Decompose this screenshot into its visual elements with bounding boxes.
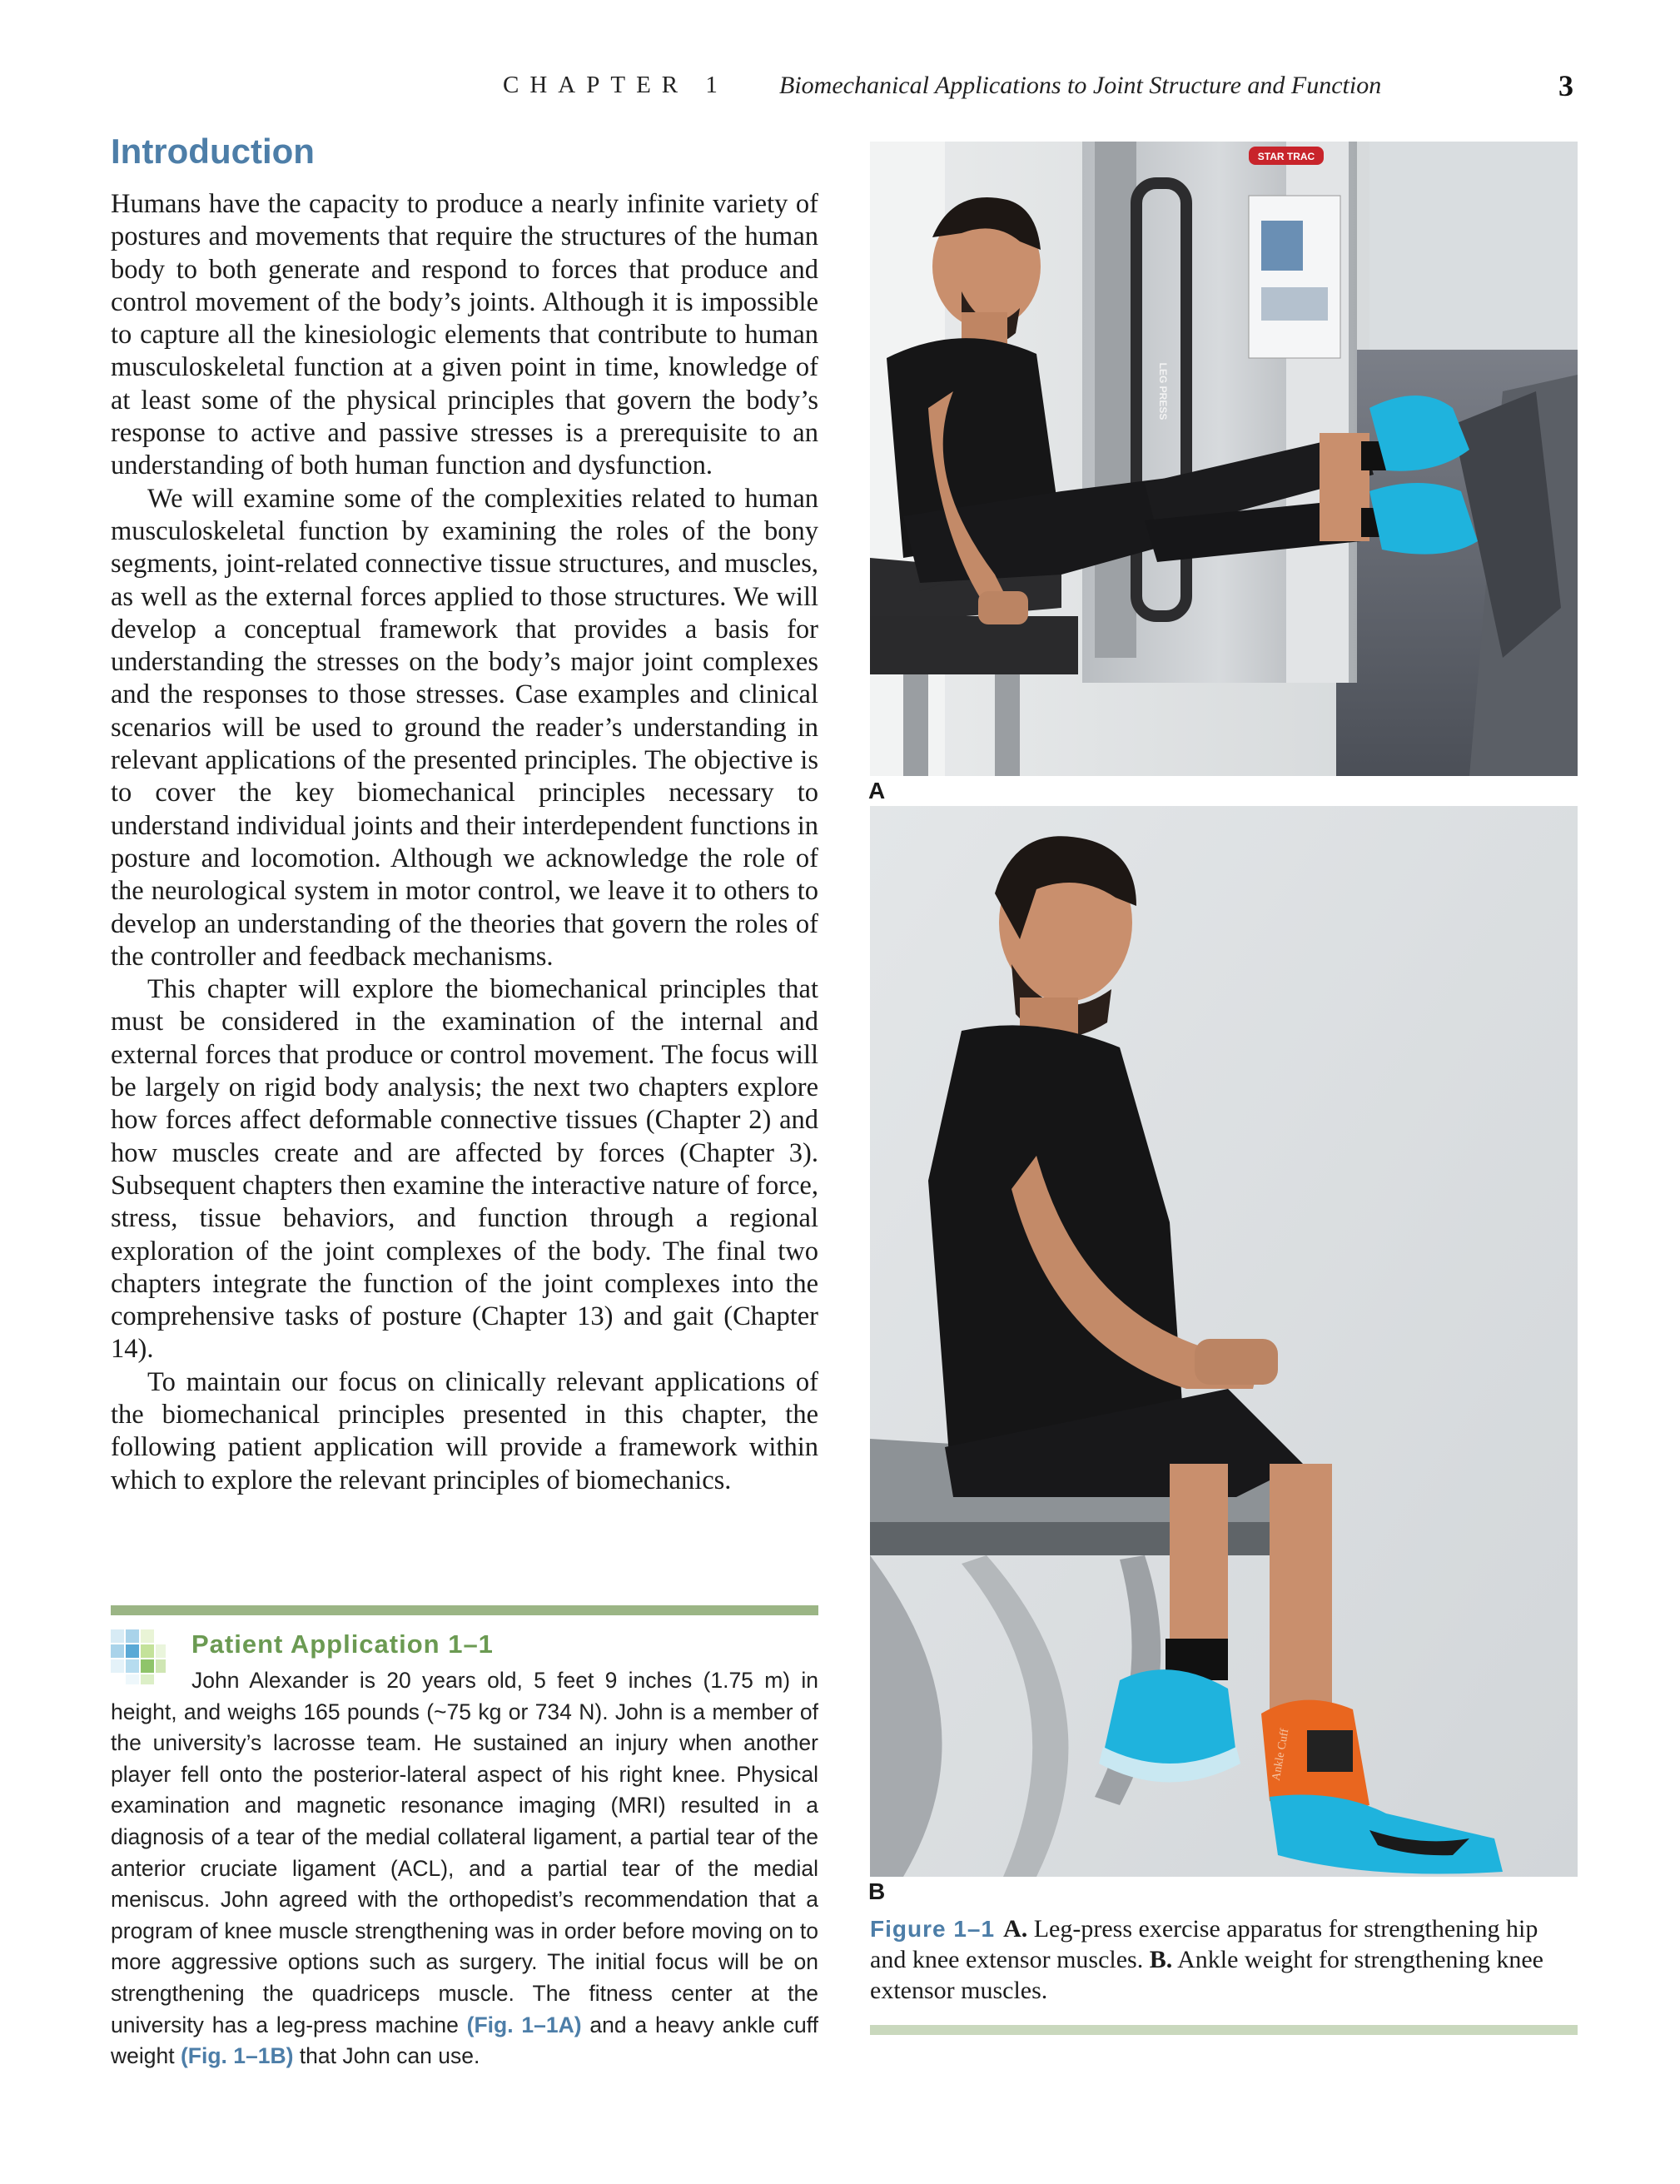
figure-caption-text <box>870 1913 1578 2006</box>
caption-figure-label: Figure 1–1 <box>870 1916 996 1942</box>
figure-ref-1a[interactable]: (Fig. 1–1A) <box>466 2012 582 2037</box>
photo-ankle-weight <box>870 806 1578 1877</box>
caption-a-text: Leg-press exercise apparatus for strengthening hip and knee extensor muscles. <box>870 1915 1538 1973</box>
patient-text-1: John Alexander is 20 years old, 5 feet 9 inches (1.75 m) in height, and weighs 165 pounds (~75 kg or 734 N). John is a member of the university’s lacrosse team. He sustained an injury when another player fell onto the posterior-lateral aspect of his right knee. Physical examination and magnetic resonance imaging (MRI) resulted in a diagnosis of a tear of the medial collateral ligament, a partial tear of the anterior cruciate ligament (ACL), and a partial tear of the medial meniscus. John agreed with the orthopedist’s recommendation that a program of knee muscle strengthening was in order before moving on to more aggressive options such as surgery. The initial focus will be on strengthening the quadriceps muscle. The fitness center at the university has a leg-press machine <box>111 1668 818 2037</box>
caption-b-text: Ankle weight for strengthening knee extensor muscles. <box>870 1946 1543 2004</box>
figure-ref-1b[interactable]: (Fig. 1–1B) <box>180 2043 294 2069</box>
machine-label-text: LEG PRESS <box>1157 362 1169 420</box>
patient-application-title: Patient Application 1–1 <box>191 1629 494 1659</box>
figure-label-a: A <box>868 778 886 803</box>
cuff-label-text: Ankle Cuff <box>1270 1728 1292 1782</box>
patient-text-3: that John can use. <box>293 2043 480 2069</box>
caption-b-label: B. <box>1149 1946 1173 1973</box>
patient-application-rule <box>111 1605 818 1615</box>
machine-brand-badge <box>1249 147 1324 165</box>
patient-text-2: and a heavy ankle cuff weight <box>111 2012 818 2069</box>
figure-caption <box>870 1913 1578 2006</box>
chapter-label: CHAPTER 1 <box>503 72 728 98</box>
intro-paragraph-4: To maintain our focus on clinically relevant applications of the biomechanical principles presented in this chapter, the following patient application will provide a framework within which to explore the relevant principles of biomechanics. <box>111 1366 818 1495</box>
page-number: 3 <box>1558 69 1573 102</box>
intro-paragraph-2: We will examine some of the complexities related to human musculoskeletal function by examining the roles of the bony segments, joint-related connective tissue structures, and muscles, as well as the external forces applied to those structures. We will develop a conceptual framework that provides a basis for understanding the stresses on the body’s major joint complexes and the responses to those stresses. Case examples and clinical scenarios will be used to ground the reader’s understanding in relevant applications of the presented principles. The objective is to cover the key biomechanical principles necessary to understand individual joints and their interdependent functions in posture and locomotion. Although we acknowledge the role of the neurological system in motor control, we leave it to others to develop an understanding of the theories that govern the roles of the controller and feedback mechanisms. <box>111 483 818 972</box>
caption-a-label: A. <box>1003 1915 1028 1943</box>
introduction-heading: Introduction <box>111 132 315 171</box>
patient-application-paragraph <box>111 1665 818 2072</box>
caption-rule <box>870 2025 1578 2035</box>
introduction-body <box>111 188 818 1497</box>
machine-brand-text: STAR TRAC <box>1257 151 1315 162</box>
chapter-title: Biomechanical Applications to Joint Structure and Function <box>779 72 1382 99</box>
intro-paragraph-3: This chapter will explore the biomechanical principles that must be considered in the examination of the internal and external forces that produce or control movement. The focus will be largely on rigid body analysis; the next two chapters explore how forces affect deformable connective tissues (Chapter 2) and how muscles create and are affected by forces (Chapter 3). Subsequent chapters then examine the interactive nature of force, stress, tissue behaviors, and function through a regional exploration of the joint complexes of the body. The final two chapters integrate the function of the joint complexes into the comprehensive tasks of posture (Chapter 13) and gait (Chapter 14). <box>111 974 818 1365</box>
figure-label-b: B <box>868 1878 886 1904</box>
patient-application-body <box>111 1665 818 2072</box>
running-header <box>0 69 1680 113</box>
photo-leg-press <box>870 142 1578 776</box>
intro-paragraph-1: Humans have the capacity to produce a nearly infinite variety of postures and movements that require the structures of the human body to both generate and respond to forces that produce and control movement of the body’s joints. Although it is impossible to capture all the kinesiologic elements that contribute to human musculoskeletal function at a given point in time, knowledge of at least some of the physical principles that govern the body’s response to active and passive stresses is a prerequisite to an understanding of both human function and dysfunction. <box>111 189 818 481</box>
